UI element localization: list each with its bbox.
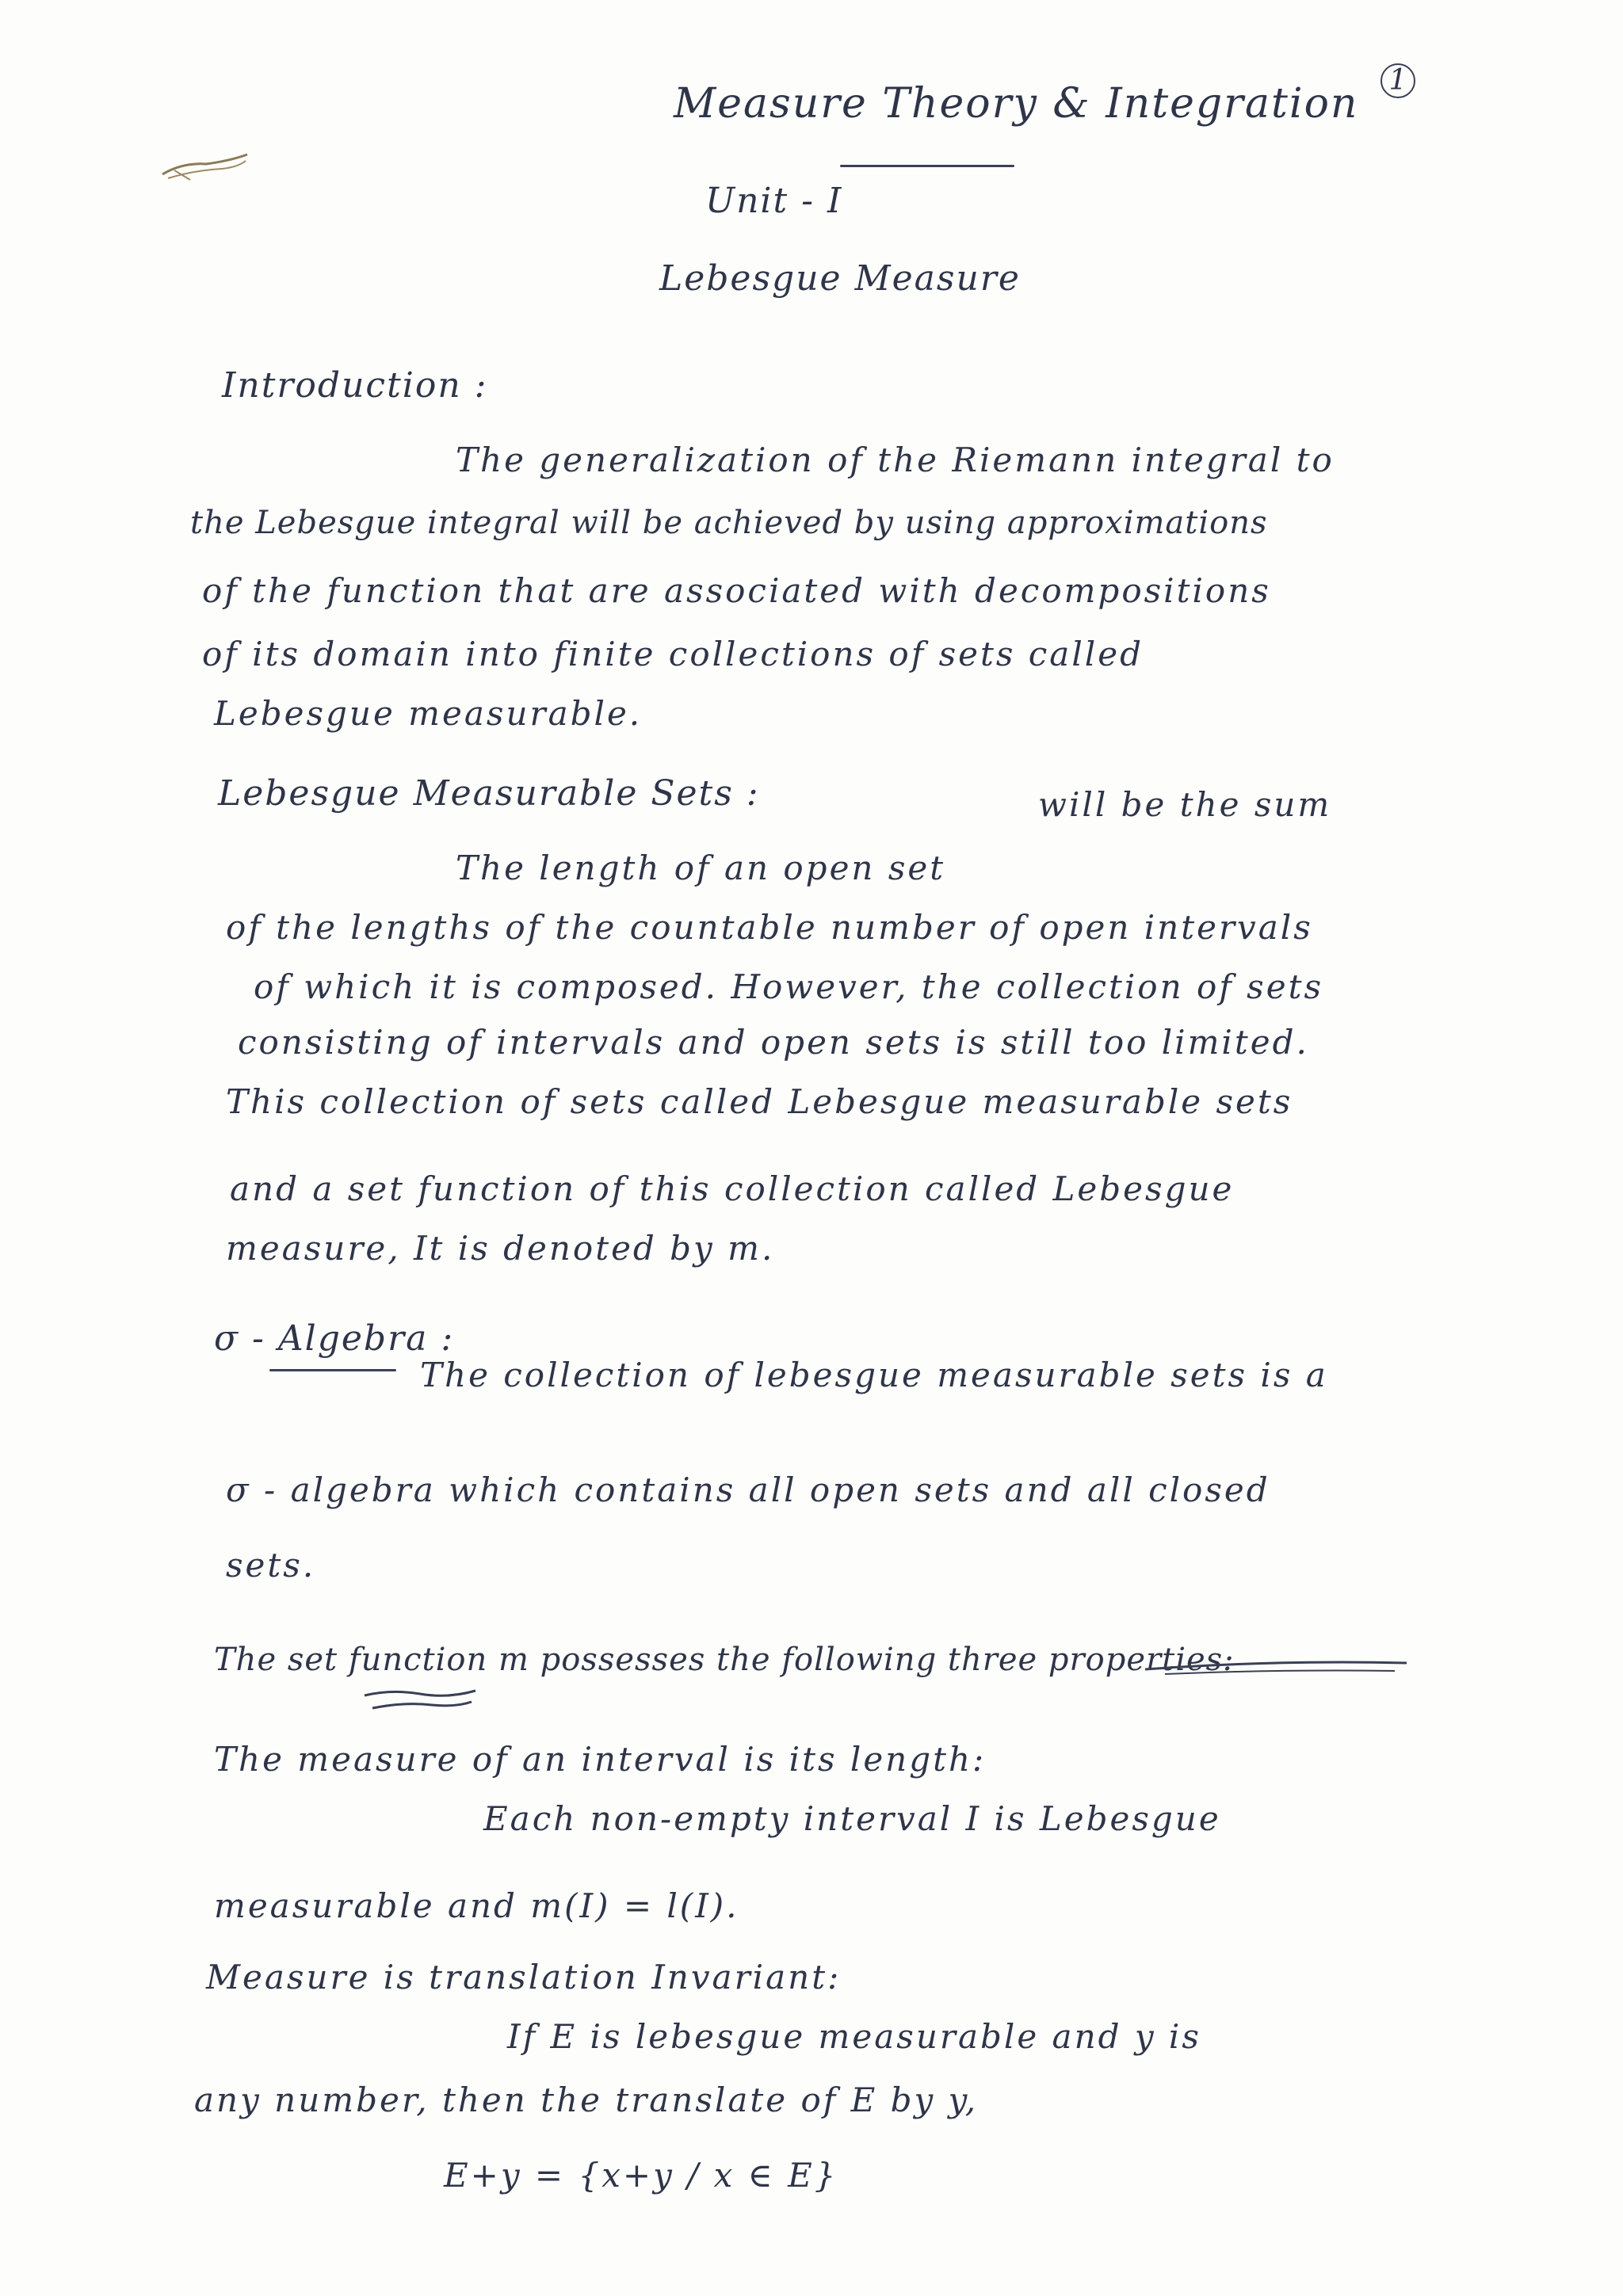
title-underline (840, 165, 1014, 167)
sigma-line-2: σ - algebra which contains all open sets and all closed (226, 1470, 1270, 1509)
intro-line-5: Lebesgue measurable. (214, 694, 643, 733)
intro-line-2: the Lebesgue integral will be achieved by using approximations (190, 505, 1268, 541)
property-2-line-2: any number, then the translate of E by y, (194, 2081, 979, 2119)
measurable-line-2: of the lengths of the countable number of open intervals (226, 908, 1313, 947)
introduction-heading: Introduction : (222, 365, 488, 406)
three-properties-underline (1141, 1652, 1411, 1676)
measurable-line-3: of which it is composed. However, the collection of sets (254, 967, 1324, 1006)
intro-line-3: of the function that are associated with decompositions (202, 571, 1271, 610)
intro-line-4: of its domain into finite collections of sets called (202, 635, 1144, 673)
intro-line-1: The generalization of the Riemann integral to (456, 441, 1335, 479)
property-2-line-1: If E is lebesgue measurable and y is (507, 2017, 1201, 2056)
measurable-line-6: and a set function of this collection called Lebesgue (230, 1169, 1235, 1208)
property-2-heading: Measure is translation Invariant: (206, 1958, 842, 1997)
set-function-underline (361, 1688, 479, 1711)
sigma-algebra-underline (269, 1369, 396, 1371)
measurable-line-4: consisting of intervals and open sets is still too limited. (238, 1023, 1309, 1062)
topic-title: Lebesgue Measure (659, 258, 1021, 299)
measurable-line-7: measure, It is denoted by m. (226, 1229, 775, 1268)
properties-intro: The set function m possesses the following three properties: (214, 1642, 1235, 1678)
margin-scribble (158, 147, 254, 186)
property-1-heading: The measure of an interval is its length: (214, 1740, 987, 1779)
measurable-line-5: This collection of sets called Lebesgue measurable sets (226, 1082, 1293, 1121)
page-number: 1 (1381, 63, 1415, 98)
unit-label: Unit - I (705, 181, 843, 221)
sigma-line-3: sets. (226, 1546, 316, 1585)
measurable-sets-heading-tail: will be the sum (1038, 785, 1332, 824)
measurable-line-1: The length of an open set (456, 849, 946, 887)
document-title: Measure Theory & Integration (674, 80, 1359, 128)
property-1-line-2: measurable and m(I) = l(I). (214, 1886, 739, 1925)
property-2-line-3: E+y = {x+y / x ∈ E} (444, 2156, 838, 2195)
sigma-line-1: The collection of lebesgue measurable sets is a (420, 1356, 1328, 1394)
sigma-algebra-heading: σ - Algebra : (214, 1318, 455, 1359)
property-1-line-1: Each non-empty interval I is Lebesgue (483, 1799, 1221, 1838)
measurable-sets-heading: Lebesgue Measurable Sets : (218, 773, 760, 814)
